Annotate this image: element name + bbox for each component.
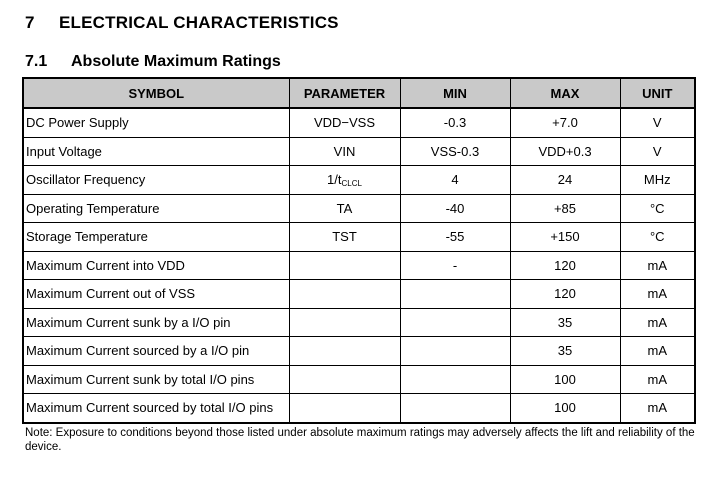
parameter-cell — [289, 365, 400, 394]
table-row — [23, 308, 695, 337]
parameter-cell — [289, 280, 400, 309]
table-row — [23, 365, 695, 394]
symbol-cell: Maximum Current sunk by a I/O pin — [23, 308, 289, 337]
subsection-number: 7.1 — [25, 53, 48, 70]
max-cell: +85 — [510, 194, 620, 223]
symbol-cell: Maximum Current into VDD — [23, 251, 289, 280]
table-row — [23, 280, 695, 309]
absolute-max-ratings-table — [22, 77, 696, 424]
unit-cell: mA — [620, 308, 695, 337]
section-title: ELECTRICAL CHARACTERISTICS — [59, 13, 339, 32]
max-cell: 35 — [510, 337, 620, 366]
max-cell: 120 — [510, 280, 620, 309]
unit-cell: mA — [620, 337, 695, 366]
unit-cell: V — [620, 137, 695, 166]
min-cell — [400, 280, 510, 309]
parameter-cell: TA — [289, 194, 400, 223]
min-cell: -40 — [400, 194, 510, 223]
subsection-title: Absolute Maximum Ratings — [71, 53, 281, 70]
section-number: 7 — [25, 13, 35, 32]
column-header-min: MIN — [400, 78, 510, 108]
parameter-text: 1/t — [327, 171, 342, 187]
table-row — [23, 337, 695, 366]
table-header-row — [23, 78, 695, 108]
parameter-cell: TST — [289, 223, 400, 252]
parameter-subscript: CLCL — [341, 178, 362, 188]
min-cell: -0.3 — [400, 108, 510, 137]
unit-cell: mA — [620, 280, 695, 309]
parameter-cell: VIN — [289, 137, 400, 166]
subsection-heading — [25, 53, 281, 71]
parameter-cell — [289, 308, 400, 337]
table-row — [23, 194, 695, 223]
max-cell: VDD+0.3 — [510, 137, 620, 166]
unit-cell: °C — [620, 223, 695, 252]
symbol-cell: Maximum Current out of VSS — [23, 280, 289, 309]
column-header-unit: UNIT — [620, 78, 695, 108]
footnote: Note: Exposure to conditions beyond those listed under absolute maximum ratings may adversely affects the lift and reliability of the device. — [25, 427, 695, 453]
unit-cell: V — [620, 108, 695, 137]
max-cell: 120 — [510, 251, 620, 280]
min-cell: - — [400, 251, 510, 280]
parameter-cell — [289, 251, 400, 280]
symbol-cell: Input Voltage — [23, 137, 289, 166]
column-header-symbol: SYMBOL — [23, 78, 289, 108]
min-cell — [400, 308, 510, 337]
min-cell — [400, 337, 510, 366]
parameter-cell — [289, 394, 400, 423]
max-cell: +150 — [510, 223, 620, 252]
unit-cell: MHz — [620, 166, 695, 195]
unit-cell: °C — [620, 194, 695, 223]
min-cell: -55 — [400, 223, 510, 252]
parameter-cell: VDD−VSS — [289, 108, 400, 137]
unit-cell: mA — [620, 365, 695, 394]
table-row — [23, 223, 695, 252]
table-row — [23, 108, 695, 137]
symbol-cell: Maximum Current sunk by total I/O pins — [23, 365, 289, 394]
max-cell: 100 — [510, 365, 620, 394]
table-row — [23, 137, 695, 166]
parameter-cell — [289, 166, 400, 195]
parameter-cell — [289, 337, 400, 366]
section-heading — [25, 13, 339, 33]
max-cell: +7.0 — [510, 108, 620, 137]
symbol-cell: Oscillator Frequency — [23, 166, 289, 195]
unit-cell: mA — [620, 251, 695, 280]
unit-cell: mA — [620, 394, 695, 423]
min-cell: 4 — [400, 166, 510, 195]
symbol-cell: DC Power Supply — [23, 108, 289, 137]
table-row — [23, 166, 695, 195]
table-row — [23, 394, 695, 423]
column-header-parameter: PARAMETER — [289, 78, 400, 108]
max-cell: 35 — [510, 308, 620, 337]
symbol-cell: Maximum Current sourced by total I/O pins — [23, 394, 289, 423]
table-row — [23, 251, 695, 280]
symbol-cell: Maximum Current sourced by a I/O pin — [23, 337, 289, 366]
max-cell: 24 — [510, 166, 620, 195]
symbol-cell: Storage Temperature — [23, 223, 289, 252]
column-header-max: MAX — [510, 78, 620, 108]
min-cell: VSS-0.3 — [400, 137, 510, 166]
symbol-cell: Operating Temperature — [23, 194, 289, 223]
min-cell — [400, 394, 510, 423]
max-cell: 100 — [510, 394, 620, 423]
min-cell — [400, 365, 510, 394]
